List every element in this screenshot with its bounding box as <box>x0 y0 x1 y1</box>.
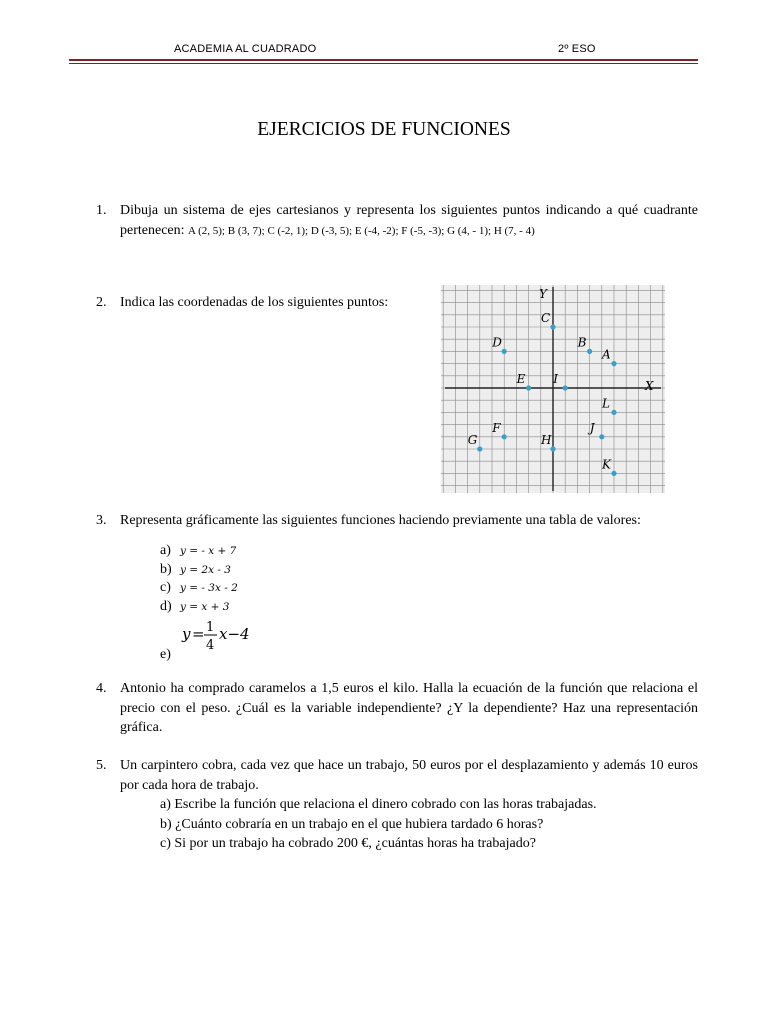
point-F <box>502 434 507 439</box>
point-K <box>611 471 616 476</box>
exercise-number: 2. <box>96 295 107 310</box>
exercise-text: Indica las coordenadas de los siguientes puntos: <box>120 295 389 310</box>
exercise-number: 5. <box>96 758 107 773</box>
header-academy: ACADEMIA AL CUADRADO <box>174 43 317 55</box>
point-label-C: C <box>541 311 551 325</box>
point-B <box>587 349 592 354</box>
eq-lhs: y <box>182 625 191 643</box>
eq-denominator: 4 <box>206 638 215 653</box>
point-J <box>599 434 604 439</box>
point-label-H: H <box>541 433 552 447</box>
point-D <box>502 349 507 354</box>
point-label-J: J <box>589 420 595 435</box>
x-axis-label: X <box>645 379 654 393</box>
sub-question-a: a) Escribe la función que relaciona el dinero cobrado con las horas trabajadas. <box>160 797 597 812</box>
eq-rhs: x−4 <box>219 625 250 643</box>
svg-text:=: = <box>192 625 205 643</box>
point-label-K: K <box>602 457 611 472</box>
point-I <box>563 385 568 390</box>
point-label-D: D <box>492 335 502 350</box>
option-b: b) y = 2x - 3 <box>160 562 231 577</box>
point-label-G: G <box>467 433 478 447</box>
points-list: A (2, 5); B (3, 7); C (-2, 1); D (-3, 5); E (-4, -2); F (-5, -3); G (4, - 1); H (7, - 4) <box>188 224 535 237</box>
exercise-number: 1. <box>96 203 107 218</box>
exercise-5 <box>96 756 698 854</box>
point-L <box>611 410 616 415</box>
coordinate-grid <box>441 285 665 493</box>
option-c: c) y = - 3x - 2 <box>160 580 238 595</box>
point-H <box>550 446 555 451</box>
option-e-equation <box>180 617 260 653</box>
exercise-text: Representa gráficamente las siguientes funciones haciendo previamente una tabla de valores: <box>120 513 641 528</box>
exercise-2 <box>96 293 436 313</box>
option-e: e) <box>160 647 171 662</box>
point-label-L: L <box>602 396 610 411</box>
option-a: a) y = - x + 7 <box>160 543 237 558</box>
y-axis-label: Y <box>539 287 547 301</box>
header-grade: 2º ESO <box>558 43 596 55</box>
point-E <box>526 385 531 390</box>
eq-numerator: 1 <box>206 620 215 635</box>
exercise-number: 4. <box>96 681 107 696</box>
point-label-A: A <box>602 347 611 362</box>
coordinate-grid-figure <box>441 285 665 493</box>
exercise-text: Antonio ha comprado caramelos a 1,5 euros el kilo. Halla la ecuación de la función que relaciona el precio con el peso. ¿Cuál es la variable independiente? ¿Y la dependiente? Haz una representación gráfica. <box>120 681 698 735</box>
point-label-I: I <box>553 372 558 386</box>
header-rule-thick <box>69 59 698 61</box>
point-label-E: E <box>516 372 526 386</box>
point-label-F: F <box>492 420 501 435</box>
header-rule-thin <box>69 63 698 64</box>
point-G <box>477 446 482 451</box>
page-title: EJERCICIOS DE FUNCIONES <box>257 119 511 140</box>
exercise-3 <box>96 511 698 531</box>
point-label-B: B <box>577 335 587 350</box>
point-C <box>550 324 555 329</box>
exercise-1 <box>96 201 698 241</box>
exercise-4 <box>96 679 698 738</box>
sub-question-b: b) ¿Cuánto cobraría en un trabajo en el que hubiera tardado 6 horas? <box>160 816 544 832</box>
sub-question-c: c) Si por un trabajo ha cobrado 200 €, ¿cuántas horas ha trabajado? <box>160 836 536 851</box>
exercise-text: Un carpintero cobra, cada vez que hace un trabajo, 50 euros por el desplazamiento y además 10 euros por cada hora de trabajo. <box>120 758 698 793</box>
exercise-number: 3. <box>96 513 107 528</box>
point-A <box>611 361 616 366</box>
option-d: d) y = x + 3 <box>160 599 230 614</box>
exercise-text: Dibuja un sistema de ejes cartesianos y representa los siguientes puntos indicando a qué cuadrante pertenecen: A (2, 5); B (3, 7); C (-2, 1); D (-3, 5); E (-4, -2); F (-5, -3); G (4, - 1); H (7, - 4) <box>120 203 698 238</box>
